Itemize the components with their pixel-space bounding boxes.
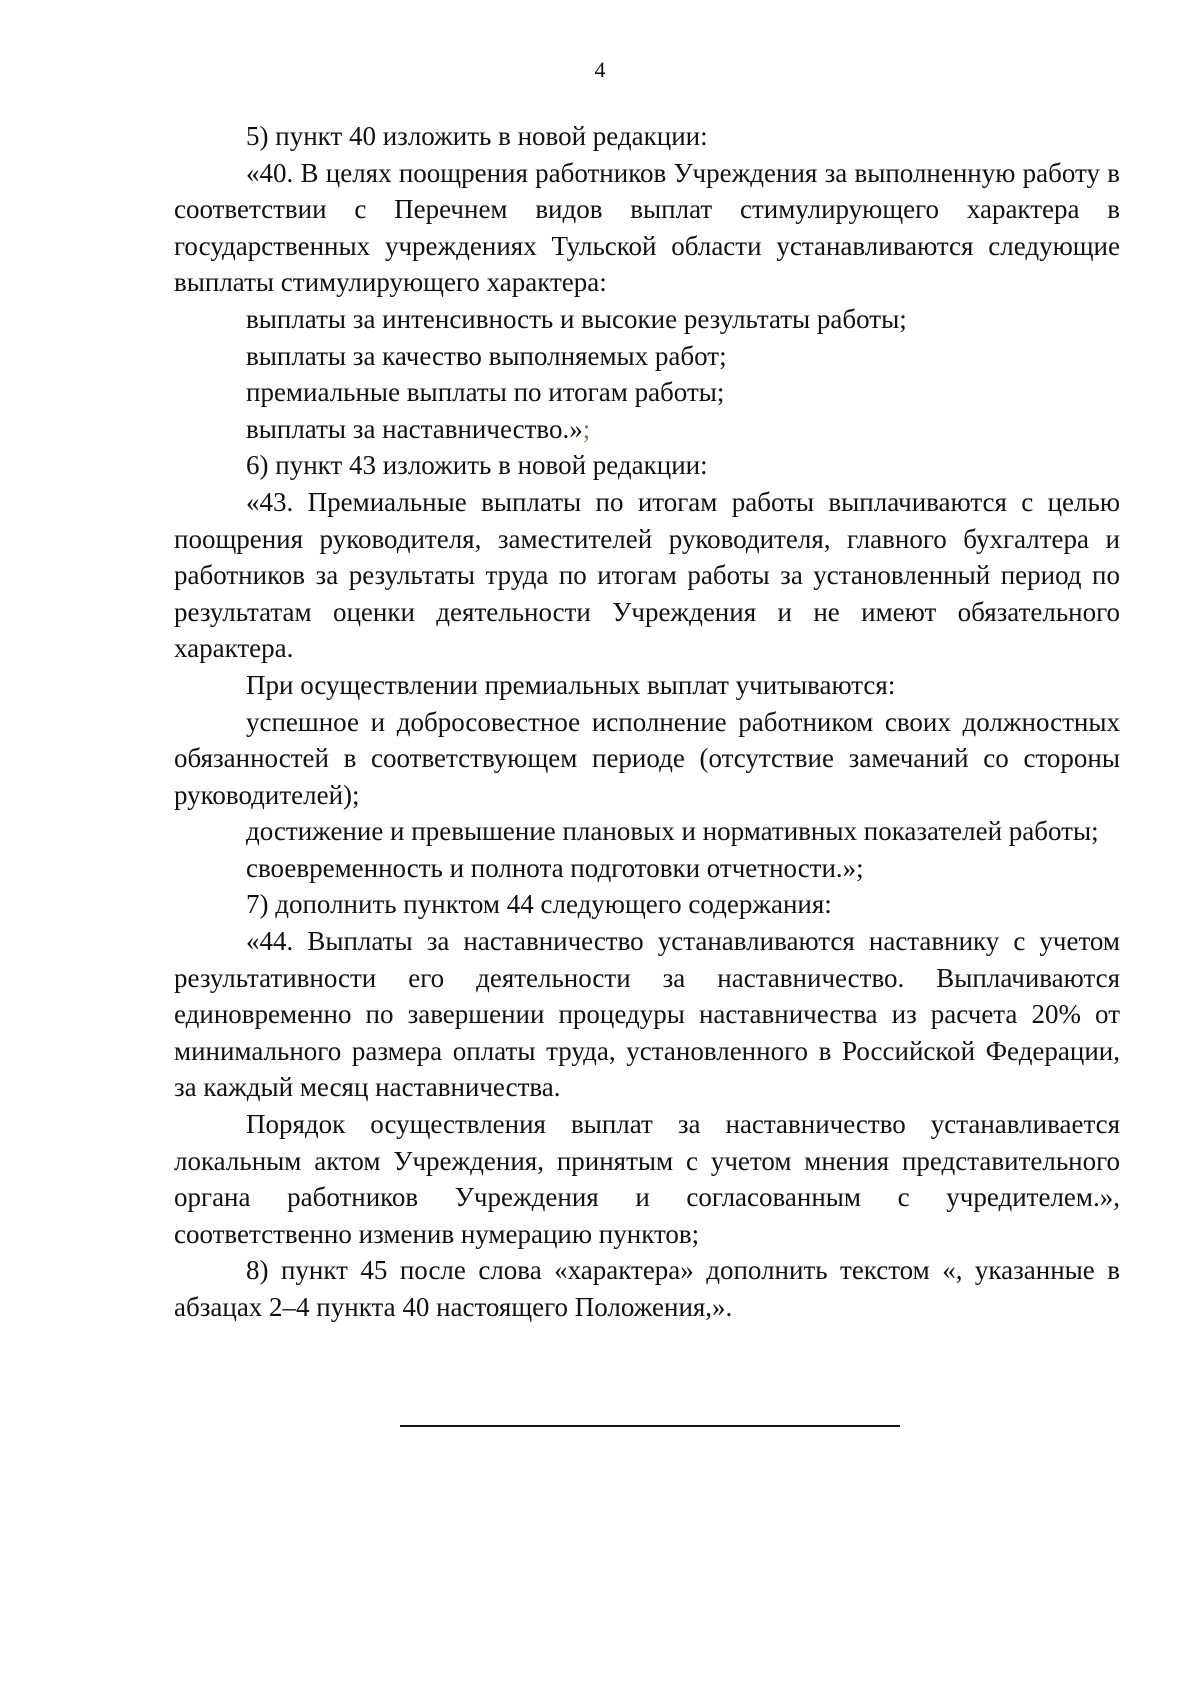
payment-type-mentoring-text: выплаты за наставничество.»	[246, 413, 583, 444]
clause-44-text: «44. Выплаты за наставничество устанавливаются наставнику с учетом результативности его деятельности за наставничество. Выплачиваются единовременно по завершении процедуры наставничества из расчета 20% от минимального размера оплаты труда, установленного в Российской Федерации, за каждый месяц наставничества.	[174, 926, 1120, 1103]
document-end-rule	[400, 1425, 900, 1427]
page-number: 4	[594, 57, 606, 82]
amendment-item-6: 6) пункт 43 изложить в новой редакции:	[246, 450, 708, 481]
payment-type-mentoring-semicolon: ;	[582, 413, 591, 444]
amendment-item-8: 8) пункт 45 после слова «характера» дополнить текстом «, указанные в абзацах 2–4 пункта 40 настоящего Положения,».	[174, 1255, 1120, 1322]
payment-type-bonus: премиальные выплаты по итогам работы;	[246, 377, 725, 408]
clause-40-text: «40. В целях поощрения работников Учреждения за выполненную работу в соответствии с Перечнем видов выплат стимулирующего характера в государственных учреждениях Тульской области устанавливаются следующие выплаты стимулирующего характера:	[174, 157, 1120, 298]
bonus-criterion-duties: успешное и добросовестное исполнение работником своих должностных обязанностей в соответствующем периоде (отсутствие замечаний со стороны руководителей);	[174, 706, 1120, 810]
bonus-criterion-targets: достижение и превышение плановых и нормативных показателей работы;	[246, 816, 1099, 847]
amendment-item-5: 5) пункт 40 изложить в новой редакции:	[246, 121, 708, 151]
clause-43-text: «43. Премиальные выплаты по итогам работы выплачиваются с целью поощрения руководителя, заместителей руководителя, главного бухгалтера и работников за результаты труда по итогам работы за установленный период по результатам оценки деятельности Учреждения и не имеют обязательного характера.	[174, 486, 1120, 664]
amendment-item-7: 7) дополнить пунктом 44 следующего содержания:	[246, 889, 832, 920]
mentoring-procedure-text: Порядок осуществления выплат за наставничество устанавливается локальным актом Учреждения, принятым с учетом мнения представительного органа работников Учреждения и согласованным с учредителем.», соответственно изменив нумерацию пунктов;	[174, 1109, 1120, 1249]
document-body	[174, 118, 1120, 1326]
bonus-criterion-reporting: своевременность и полнота подготовки отчетности.»;	[246, 852, 864, 883]
payment-type-mentoring	[174, 411, 1120, 448]
payment-type-intensity: выплаты за интенсивность и высокие результаты работы;	[246, 303, 907, 334]
payment-type-quality: выплаты за качество выполняемых работ;	[246, 340, 727, 371]
bonus-criteria-intro: При осуществлении премиальных выплат учитываются:	[246, 669, 896, 700]
